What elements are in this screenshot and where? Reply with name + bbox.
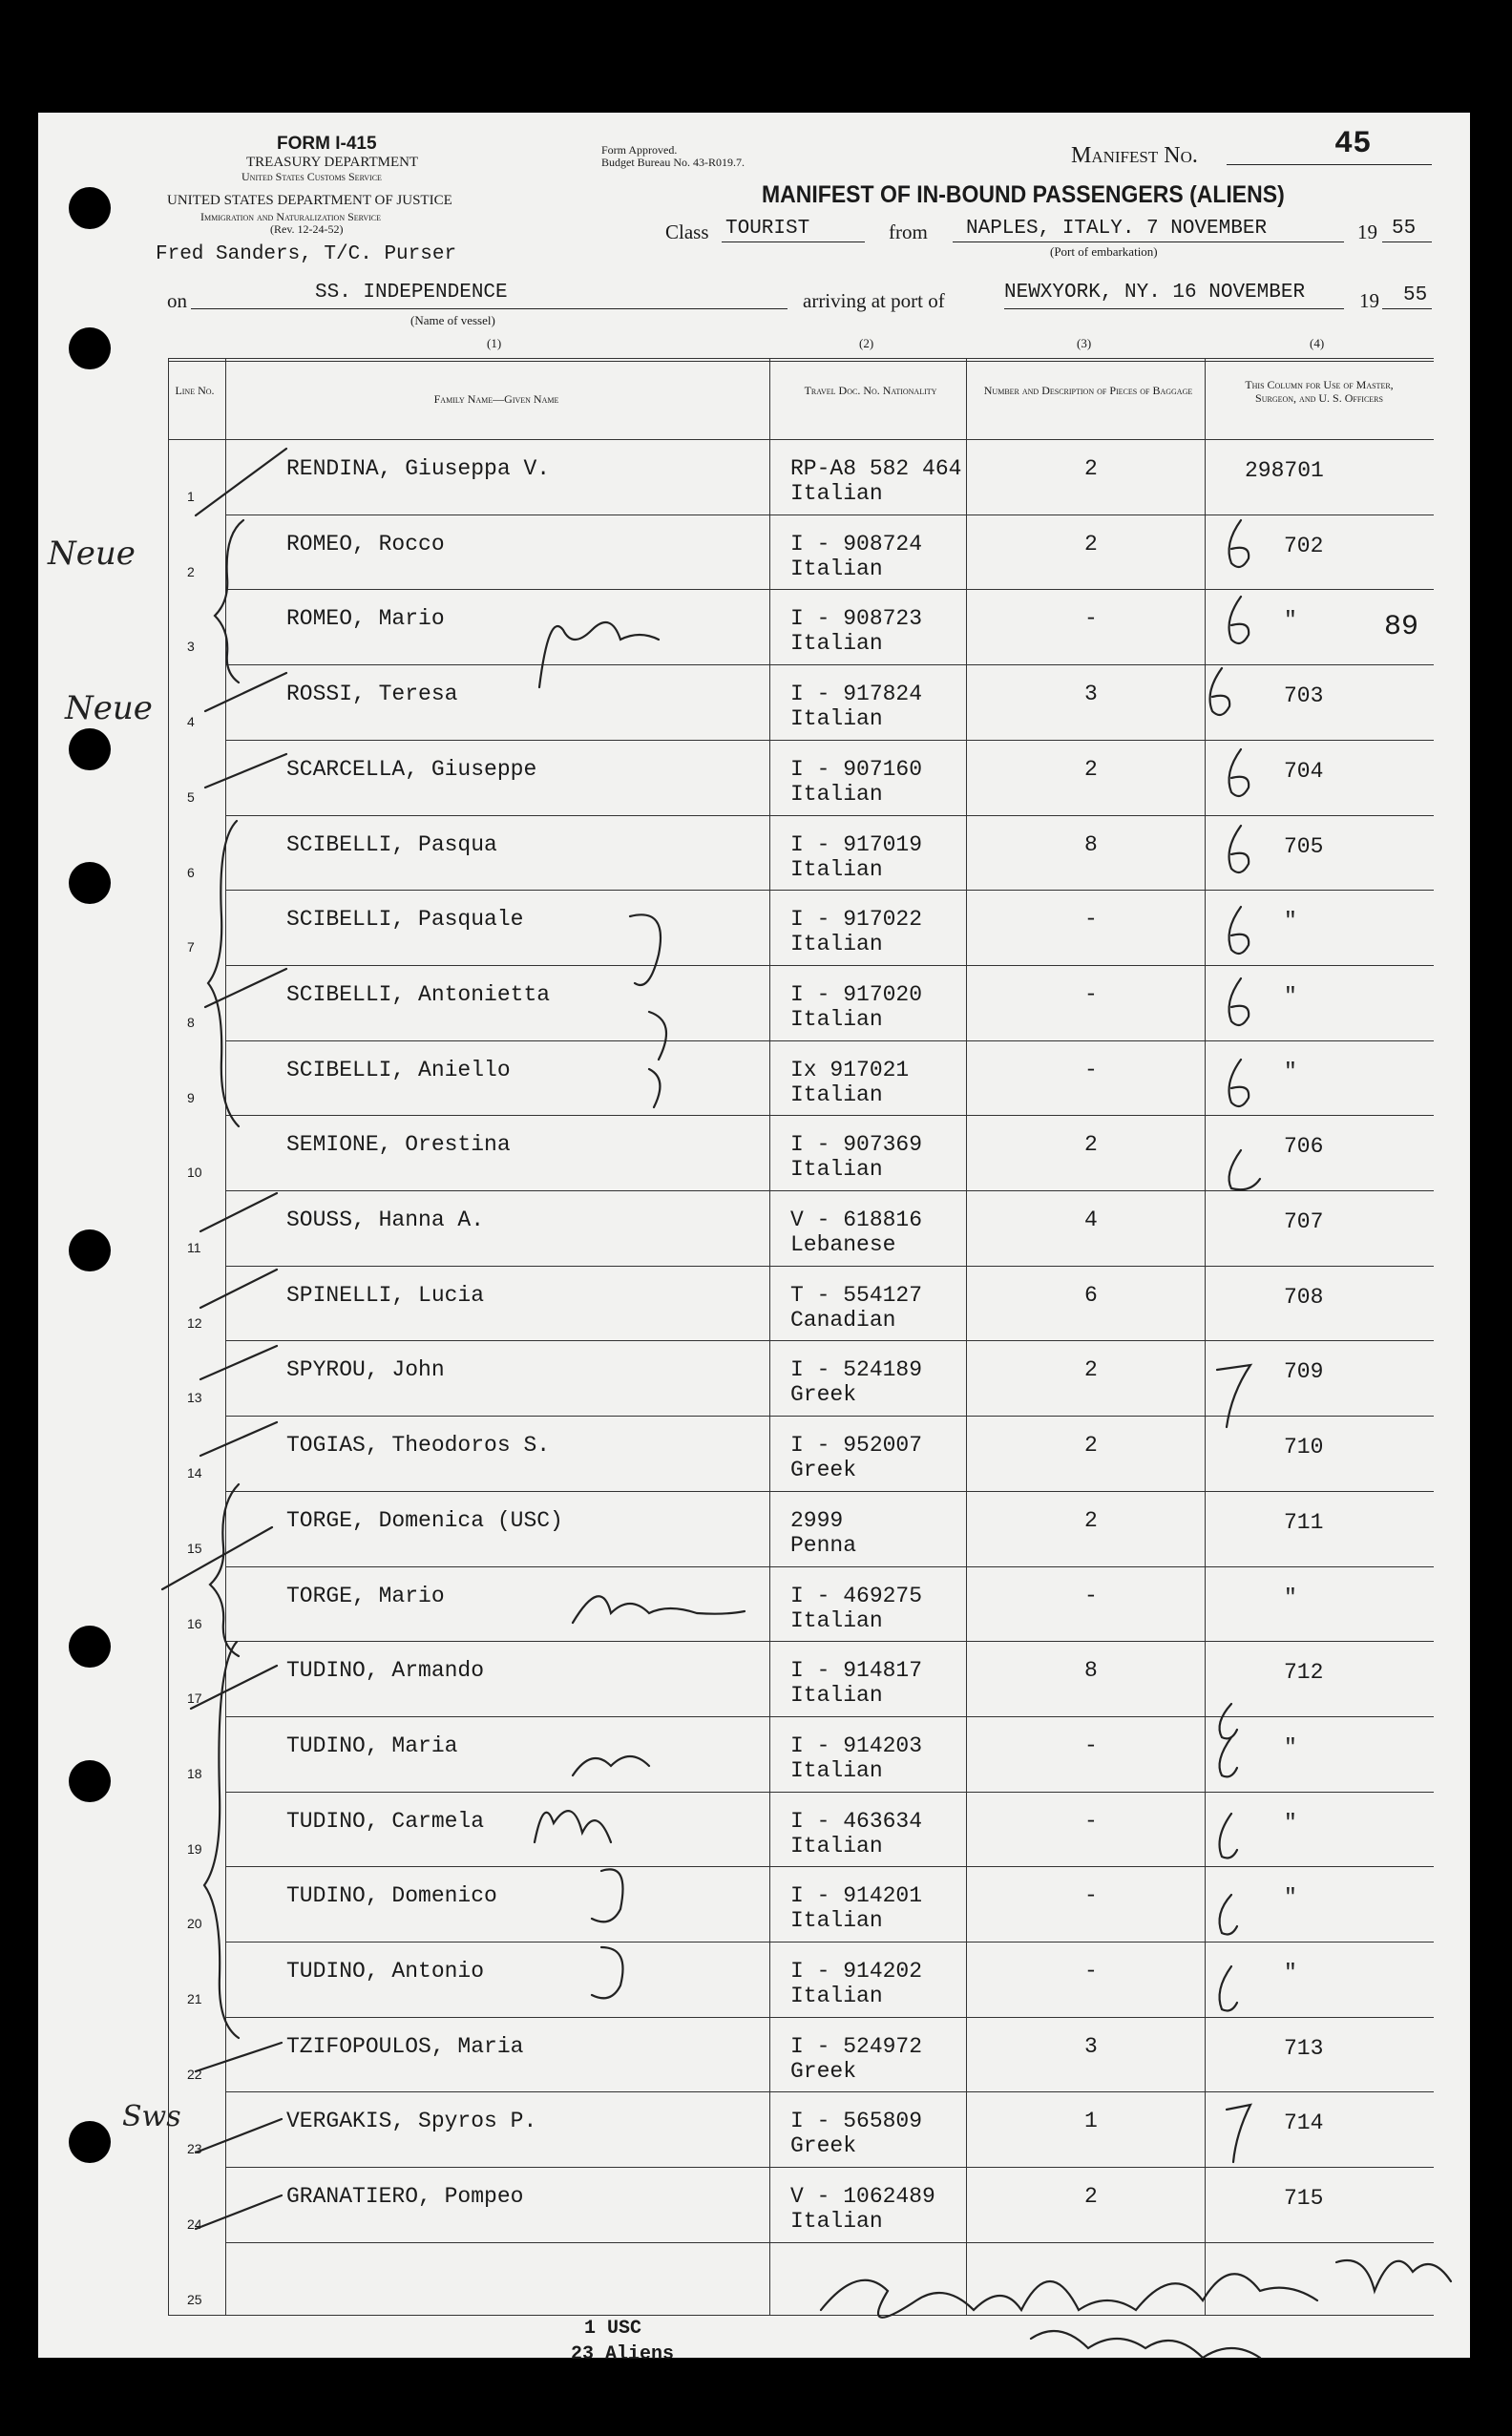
nationality: Penna — [790, 1532, 857, 1558]
officer-number: 707 — [1284, 1209, 1324, 1234]
line-number: 12 — [187, 1314, 202, 1331]
table-rule — [225, 1566, 1434, 1567]
travel-doc-number: V - 618816 — [790, 1208, 923, 1232]
nationality: Italian — [790, 631, 883, 657]
officer-note-number: 89 — [1384, 611, 1419, 643]
nationality: Canadian — [790, 1307, 896, 1333]
travel-doc-number: I - 914202 — [790, 1959, 923, 1984]
from-year-prefix: 19 — [1357, 220, 1377, 243]
treasury-dept: TREASURY DEPARTMENT — [246, 155, 419, 170]
line-number: 1 — [187, 489, 195, 504]
total-aliens: 23 Aliens — [571, 2343, 675, 2365]
passenger-name: TUDINO, Domenico — [286, 1883, 497, 1909]
nationality: Italian — [790, 1082, 883, 1107]
table-rule — [225, 965, 1434, 966]
baggage-count: 2 — [1084, 1357, 1098, 1383]
nationality: Lebanese — [790, 1232, 896, 1257]
line-number: 21 — [187, 1991, 202, 2006]
purser-name: Fred Sanders, T/C. Purser — [156, 243, 457, 265]
passenger-name: GRANATIERO, Pompeo — [286, 2184, 524, 2210]
table-rule — [225, 1190, 1434, 1191]
line-number: 7 — [187, 939, 195, 956]
travel-doc-number: I - 524972 — [790, 2033, 923, 2059]
nationality: Italian — [790, 1757, 883, 1783]
travel-doc-number: I - 907160 — [790, 756, 923, 782]
table-rule — [225, 1716, 1434, 1717]
line-number: 24 — [187, 2216, 202, 2233]
officer-number: " — [1284, 1885, 1297, 1911]
travel-doc-number: I - 469275 — [790, 1583, 923, 1608]
from-year: 55 — [1392, 218, 1417, 240]
passenger-name: SCIBELLI, Antonietta — [286, 981, 551, 1007]
line-number: 18 — [187, 1765, 202, 1781]
baggage-count: - — [1084, 1057, 1098, 1082]
line-number: 17 — [187, 1690, 202, 1707]
travel-doc-number: I - 565809 — [790, 2109, 923, 2134]
form-revision: (Rev. 12-24-52) — [270, 222, 344, 236]
column-header-officers: This Column for Use of Master, Surgeon, and U. S. Officers — [1245, 378, 1394, 405]
margin-note: Neue — [65, 689, 153, 727]
officer-number: 706 — [1284, 1134, 1324, 1160]
manifest-page — [38, 113, 1470, 2358]
punch-hole — [69, 862, 111, 904]
nationality: Greek — [790, 1382, 857, 1408]
passenger-name: SPINELLI, Lucia — [286, 1282, 485, 1308]
table-rule — [168, 439, 1434, 440]
travel-doc-number: I - 524189 — [790, 1357, 923, 1383]
table-rule — [225, 1340, 1434, 1341]
nationality: Italian — [790, 1157, 883, 1183]
line-number: 14 — [187, 1465, 202, 1481]
table-rule — [225, 1866, 1434, 1867]
arriving-label: arriving at port of — [803, 289, 945, 312]
passenger-name: SEMIONE, Orestina — [286, 1132, 511, 1158]
baggage-count: - — [1084, 1583, 1098, 1608]
table-rule — [1205, 358, 1206, 2315]
table-rule — [966, 358, 967, 2315]
line-number: 11 — [187, 1240, 201, 1255]
officer-number: 704 — [1284, 758, 1324, 784]
officer-number: " — [1284, 1585, 1297, 1610]
nationality: Italian — [790, 1683, 883, 1709]
baggage-count: 2 — [1084, 2184, 1098, 2210]
baggage-count: - — [1084, 606, 1098, 632]
travel-doc-number: I - 914203 — [790, 1732, 923, 1758]
officer-number: " — [1284, 1059, 1297, 1084]
line-number: 9 — [187, 1089, 195, 1105]
officer-number: 703 — [1284, 683, 1324, 709]
ins-service: Immigration and Naturalization Service — [200, 210, 382, 223]
line-number: 8 — [187, 1014, 195, 1030]
officer-number: 708 — [1284, 1284, 1324, 1310]
baggage-count: 3 — [1084, 2033, 1098, 2059]
total-usc: 1 USC — [584, 2318, 642, 2340]
passenger-name: TUDINO, Maria — [286, 1732, 458, 1758]
officer-number: 710 — [1284, 1435, 1324, 1460]
line-number: 13 — [187, 1390, 202, 1406]
punch-hole — [69, 1760, 111, 1802]
nationality: Italian — [790, 1908, 883, 1934]
table-rule — [225, 815, 1434, 816]
nationality: Italian — [790, 706, 883, 732]
punch-hole — [69, 1229, 111, 1271]
line-number: 15 — [187, 1540, 202, 1556]
line-number: 20 — [187, 1916, 202, 1932]
line-number: 16 — [187, 1615, 202, 1631]
baggage-count: 8 — [1084, 1658, 1098, 1684]
baggage-count: 2 — [1084, 531, 1098, 556]
line-number: 4 — [187, 714, 195, 730]
table-rule — [225, 1416, 1434, 1417]
officer-number: " — [1284, 1734, 1297, 1760]
vessel-caption: (Name of vessel) — [410, 313, 495, 327]
nationality: Italian — [790, 1607, 883, 1633]
officer-number: 298701 — [1245, 458, 1324, 483]
officer-number: 702 — [1284, 533, 1324, 558]
baggage-count: 6 — [1084, 1282, 1098, 1308]
passenger-name: ROSSI, Teresa — [286, 682, 458, 707]
class-value: TOURIST — [725, 218, 810, 240]
officer-number: 714 — [1284, 2110, 1324, 2136]
baggage-count: 2 — [1084, 1433, 1098, 1459]
baggage-count: - — [1084, 1808, 1098, 1834]
column-number-1: (1) — [487, 336, 502, 350]
baggage-count: - — [1084, 981, 1098, 1007]
table-rule — [769, 358, 770, 2315]
travel-doc-number: I - 917019 — [790, 831, 923, 857]
passenger-name: TUDINO, Antonio — [286, 1959, 485, 1984]
officer-number: 712 — [1284, 1660, 1324, 1686]
customs-service: United States Customs Service — [242, 170, 382, 183]
table-rule — [225, 890, 1434, 891]
travel-doc-number: I - 463634 — [790, 1808, 923, 1834]
travel-doc-number: I - 908723 — [790, 606, 923, 632]
margin-note: Neue — [48, 535, 136, 573]
table-rule — [168, 2315, 1434, 2316]
passenger-name: SCIBELLI, Aniello — [286, 1057, 511, 1082]
line-number: 10 — [187, 1165, 202, 1181]
travel-doc-number: Ix 917021 — [790, 1057, 910, 1082]
nationality: Italian — [790, 2209, 883, 2235]
table-rule — [225, 664, 1434, 665]
officer-number: 715 — [1284, 2186, 1324, 2212]
travel-doc-number: I - 952007 — [790, 1433, 923, 1459]
table-rule — [168, 358, 1434, 359]
punch-hole — [69, 2121, 111, 2163]
baggage-count: - — [1084, 1959, 1098, 1984]
column-number-2: (2) — [859, 336, 874, 350]
form-number: FORM I-415 — [277, 134, 377, 154]
manifest-title: MANIFEST OF IN-BOUND PASSENGERS (ALIENS) — [762, 181, 1285, 208]
table-rule — [225, 1641, 1434, 1642]
baggage-count: 8 — [1084, 831, 1098, 857]
travel-doc-number: I - 908724 — [790, 531, 923, 556]
nationality: Greek — [790, 1458, 857, 1483]
baggage-count: 2 — [1084, 1507, 1098, 1533]
travel-doc-number: 2999 — [790, 1507, 844, 1533]
port-embarkation-caption: (Port of embarkation) — [1050, 244, 1158, 259]
arrive-year: 55 — [1403, 284, 1428, 306]
table-rule — [225, 514, 1434, 515]
officer-number: " — [1284, 909, 1297, 934]
passenger-name: TORGE, Domenica (USC) — [286, 1507, 563, 1533]
officer-number: 709 — [1284, 1359, 1324, 1385]
table-rule — [225, 1266, 1434, 1267]
travel-doc-number: I - 907369 — [790, 1132, 923, 1158]
passenger-name: VERGAKIS, Spyros P. — [286, 2109, 537, 2134]
column-header-baggage: Number and Description of Pieces of Baggage — [983, 384, 1193, 397]
column-number-4: (4) — [1310, 336, 1325, 350]
passenger-name: TORGE, Mario — [286, 1583, 445, 1608]
table-rule — [225, 740, 1434, 741]
baggage-count: - — [1084, 907, 1098, 933]
travel-doc-number: I - 917824 — [790, 682, 923, 707]
nationality: Italian — [790, 1833, 883, 1858]
baggage-count: 1 — [1084, 2109, 1098, 2134]
column-header-line-no: Line No. — [175, 384, 215, 397]
officer-number: 705 — [1284, 833, 1324, 859]
travel-doc-number: I - 914201 — [790, 1883, 923, 1909]
margin-note: Sws — [122, 2100, 181, 2133]
line-number: 23 — [187, 2141, 202, 2157]
column-header-travel-doc: Travel Doc. No. Nationality — [804, 384, 937, 397]
nationality: Italian — [790, 556, 883, 581]
passenger-name: ROMEO, Mario — [286, 606, 445, 632]
nationality: Italian — [790, 856, 883, 882]
baggage-count: 2 — [1084, 456, 1098, 481]
from-label: from — [889, 220, 928, 243]
line-number: 5 — [187, 788, 195, 805]
port-of-arrival: NEWXYORK, NY. 16 NOVEMBER — [1004, 282, 1306, 304]
table-rule — [225, 2091, 1434, 2092]
officer-number: " — [1284, 983, 1297, 1009]
table-rule — [168, 361, 1434, 362]
officer-number: 713 — [1284, 2035, 1324, 2061]
table-rule — [225, 1040, 1434, 1041]
officer-number: " — [1284, 1810, 1297, 1836]
passenger-name: SCIBELLI, Pasqua — [286, 831, 497, 857]
form-approved: Form Approved. — [601, 143, 678, 157]
table-rule — [225, 2242, 1434, 2243]
passenger-name: ROMEO, Rocco — [286, 531, 445, 556]
nationality: Italian — [790, 1006, 883, 1032]
punch-hole — [69, 187, 111, 229]
nationality: Greek — [790, 2058, 857, 2084]
port-of-embarkation: NAPLES, ITALY. 7 NOVEMBER — [966, 218, 1268, 240]
passenger-name: SCIBELLI, Pasquale — [286, 907, 524, 933]
table-rule — [225, 1491, 1434, 1492]
line-number: 25 — [187, 2291, 202, 2307]
baggage-count: 4 — [1084, 1208, 1098, 1232]
table-rule — [168, 358, 169, 2315]
line-number: 3 — [187, 639, 195, 655]
officer-number: " — [1284, 1961, 1297, 1985]
on-label: on — [167, 289, 187, 312]
line-number: 22 — [187, 2066, 202, 2082]
line-number: 19 — [187, 1840, 202, 1857]
passenger-name: TOGIAS, Theodoros S. — [286, 1433, 551, 1459]
nationality: Italian — [790, 1984, 883, 2008]
manifest-number: 45 — [1334, 126, 1372, 161]
passenger-name: SCARCELLA, Giuseppe — [286, 756, 537, 782]
nationality: Greek — [790, 2133, 857, 2159]
passenger-name: TUDINO, Armando — [286, 1658, 485, 1684]
table-rule — [225, 2017, 1434, 2018]
baggage-count: - — [1084, 1732, 1098, 1758]
table-rule — [225, 358, 226, 2315]
travel-doc-number: I - 917022 — [790, 907, 923, 933]
travel-doc-number: RP-A8 582 464 — [790, 456, 962, 481]
line-number: 6 — [187, 864, 195, 880]
travel-doc-number: V - 1062489 — [790, 2184, 935, 2210]
nationality: Italian — [790, 481, 883, 506]
passenger-name: SOUSS, Hanna A. — [286, 1208, 485, 1232]
table-rule — [225, 2167, 1434, 2168]
nationality: Italian — [790, 932, 883, 957]
table-rule — [225, 589, 1434, 590]
class-label: Class — [665, 220, 709, 243]
manifest-number-label: Manifest No. — [1071, 143, 1198, 168]
baggage-count: 2 — [1084, 756, 1098, 782]
passenger-name: TUDINO, Carmela — [286, 1808, 485, 1834]
punch-hole — [69, 327, 111, 369]
arrive-year-prefix: 19 — [1359, 289, 1379, 312]
column-number-3: (3) — [1077, 336, 1092, 350]
table-rule — [225, 1115, 1434, 1116]
vessel-name: SS. INDEPENDENCE — [315, 282, 508, 304]
punch-hole — [69, 728, 111, 770]
nationality: Italian — [790, 781, 883, 807]
passenger-name: TZIFOPOULOS, Maria — [286, 2033, 524, 2059]
table-rule — [225, 1792, 1434, 1793]
column-header-name: Family Name—Given Name — [433, 392, 559, 406]
baggage-count: 3 — [1084, 682, 1098, 707]
baggage-count: - — [1084, 1883, 1098, 1909]
passenger-name: RENDINA, Giuseppa V. — [286, 456, 551, 481]
officer-number: 711 — [1284, 1509, 1324, 1535]
passenger-name: SPYROU, John — [286, 1357, 445, 1383]
travel-doc-number: T - 554127 — [790, 1282, 923, 1308]
baggage-count: 2 — [1084, 1132, 1098, 1158]
line-number: 2 — [187, 563, 195, 579]
budget-bureau: Budget Bureau No. 43-R019.7. — [601, 156, 745, 169]
officer-number: " — [1284, 608, 1297, 634]
justice-dept: UNITED STATES DEPARTMENT OF JUSTICE — [167, 193, 452, 208]
travel-doc-number: I - 917020 — [790, 981, 923, 1007]
travel-doc-number: I - 914817 — [790, 1658, 923, 1684]
punch-hole — [69, 1626, 111, 1668]
